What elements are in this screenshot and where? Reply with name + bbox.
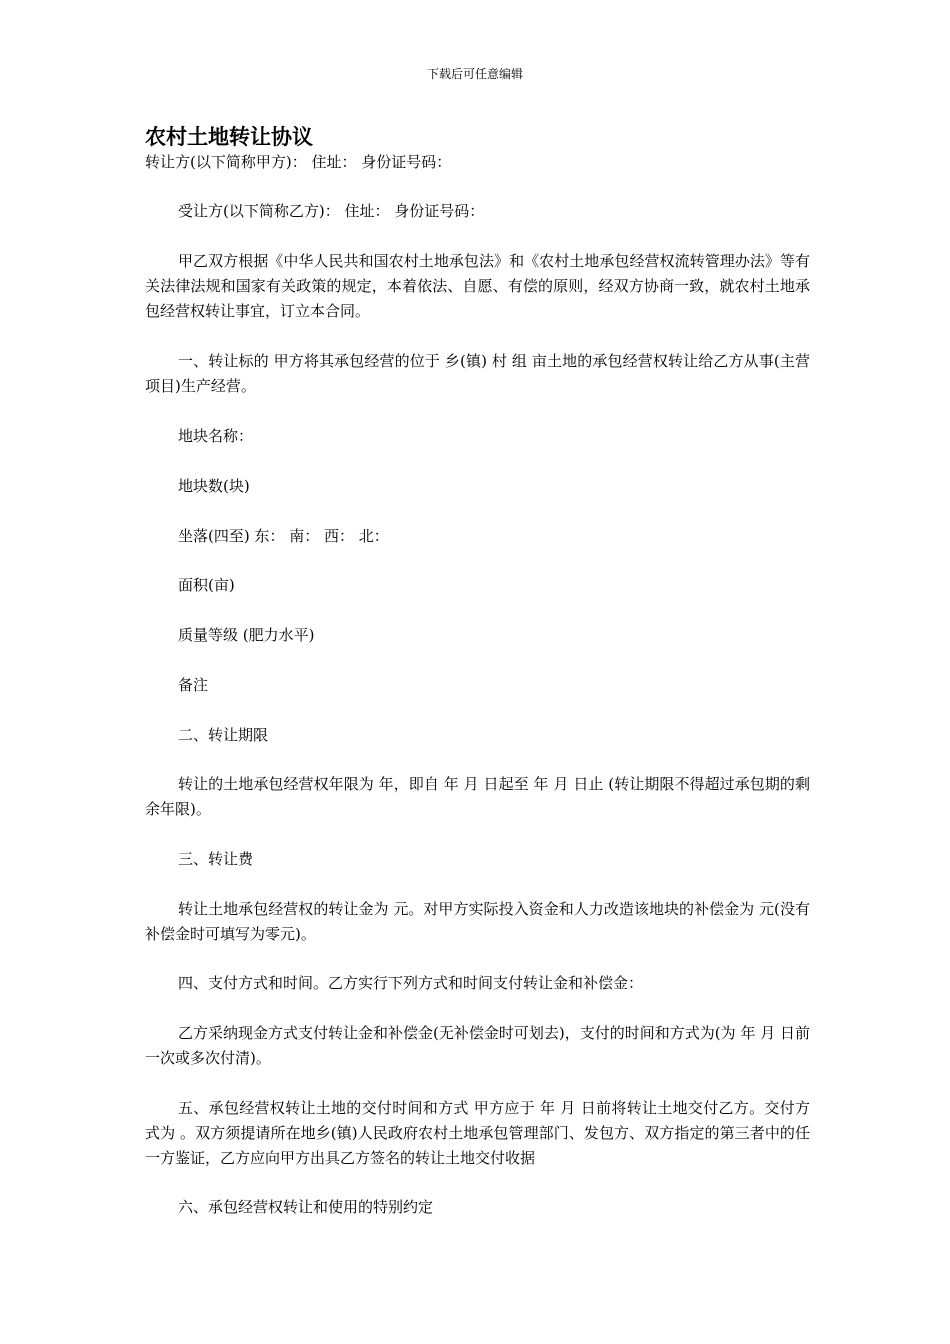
paragraph-section-5: 五、承包经营权转让土地的交付时间和方式 甲方应于 年 月 日前将转让土地交付乙方。交付方式为 。双方须提请所在地乡(镇)人民政府农村土地承包管理部门、发包方、双方指定的第三者中的任一方鉴证，乙方应向甲方出具乙方签名的转让土地交付收据 <box>145 1099 810 1167</box>
paragraph-section-4-heading: 四、支付方式和时间。乙方实行下列方式和时间支付转让金和补偿金： <box>178 974 644 992</box>
paragraph-section-1: 一、转让标的 甲方将其承包经营的位于 乡(镇) 村 组 亩土地的承包经营权转让给乙方从事(主营项目)生产经营。 <box>145 352 810 395</box>
paragraph-section-6-heading: 六、承包经营权转让和使用的特别约定 <box>178 1198 434 1216</box>
paragraph-section-2-heading: 二、转让期限 <box>178 726 269 744</box>
paragraph-transferee: 受让方(以下简称乙方)： 住址： 身份证号码： <box>178 202 485 220</box>
paragraph-area: 面积(亩) <box>178 576 235 594</box>
document-title: 农村土地转让协议 <box>145 124 313 149</box>
paragraph-transfer-term: 转让的土地承包经营权年限为 年，即自 年 月 日起至 年 月 日止 (转让期限不得超过承包期的剩余年限)。 <box>145 775 810 818</box>
paragraph-transferor: 转让方(以下简称甲方)： 住址： 身份证号码： <box>145 153 452 171</box>
paragraph-plot-name: 地块名称： <box>178 427 254 445</box>
paragraph-quality-grade: 质量等级 (肥力水平) <box>178 626 315 644</box>
paragraph-preamble: 甲乙双方根据《中华人民共和国农村土地承包法》和《农村土地承包经营权流转管理办法》等有关法律法规和国家有关政策的规定，本着依法、自愿、有偿的原则，经双方协商一致，就农村土地承包经营权转让事宜，订立本合同。 <box>145 252 810 320</box>
page-header: 下载后可任意编辑 <box>426 67 523 81</box>
paragraph-section-3-heading: 三、转让费 <box>178 850 254 868</box>
paragraph-payment-method: 乙方采纳现金方式支付转让金和补偿金(无补偿金时可划去)，支付的时间和方式为(为 年 月 日前一次或多次付清)。 <box>145 1024 810 1067</box>
paragraph-boundaries: 坐落(四至) 东： 南： 西： 北： <box>178 527 389 545</box>
paragraph-transfer-fee: 转让土地承包经营权的转让金为 元。对甲方实际投入资金和人力改造该地块的补偿金为 元(没有补偿金时可填写为零元)。 <box>145 900 810 943</box>
paragraph-remarks: 备注 <box>178 676 209 694</box>
paragraph-plot-count: 地块数(块) <box>178 477 250 495</box>
